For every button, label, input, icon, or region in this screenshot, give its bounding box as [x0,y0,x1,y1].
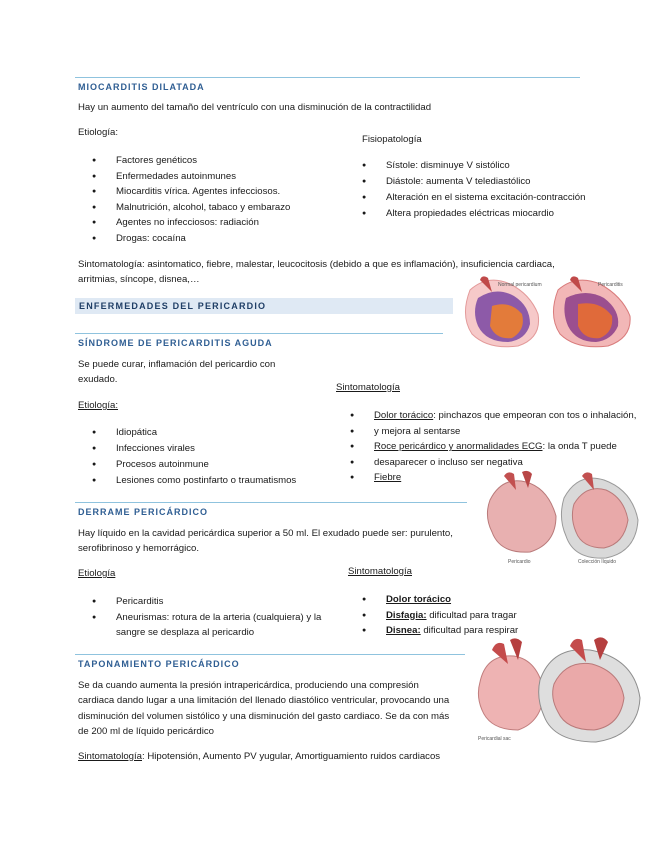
list-item: ● Infecciones virales [78,441,338,457]
list-item: ● Idiopática [78,425,338,441]
figure-caption: Pericardio [508,559,531,565]
list-line: sangre se desplaza al pericardio [116,627,255,638]
symptom-desc: dificultad para respirar [420,625,519,636]
sintomatologia-line: Sintomatología: asintomatico, fiebre, malestar, leucocitosis (debido a que es inflamación), insuficiencia cardiaca, [78,259,555,270]
symptom-desc: y mejora al sentarse [374,425,461,437]
etiologia-list [78,153,338,247]
list-item: ● Lesiones como postinfarto o traumatismos [78,473,338,489]
intro-line: Se puede curar, inflamación del pericardio con [78,359,276,370]
figure-caption: Pericardial sac [478,736,511,742]
etiologia-label: Etiología: [78,400,119,411]
list-item: ● Pericarditis [78,594,348,610]
symptom-desc: : la onda T puede [542,441,617,452]
intro-line: exudado. [78,374,118,385]
figure-derrame [482,470,642,566]
list-item: ● Altera propiedades eléctricas miocardio [348,206,648,222]
etiologia-label: Etiología [78,568,116,579]
symptom-term: Fiebre [374,472,402,483]
section-rule [75,654,465,655]
heading-derrame-pericardico: DERRAME PERICÁRDICO [78,507,209,517]
list-item [336,408,648,424]
intro-line: Hay líquido en la cavidad pericárdica superior a 50 ml. El exudado puede ser: purulento, [78,528,453,539]
symptom-term: Disfagia: [386,609,427,621]
taponamiento-sintomatologia [78,749,440,764]
list-item [348,592,648,608]
fisiopatologia-list [348,158,648,222]
symptom-desc: dificultad para tragar [426,609,517,621]
sintomatologia-label: Sintomatología [348,566,412,577]
heart-illustration [474,636,650,748]
intro-paragraph [78,357,275,387]
list-line: ● Aneurismas: rotura de la arteria (cualquiera) y la [116,611,322,623]
list-item: ● Agentes no infecciosos: radiación [78,215,338,231]
intro-paragraph [78,526,453,556]
etiologia-label: Etiología: [78,127,119,138]
symptom-term: Roce pericárdico y anormalidades ECG [374,441,543,452]
list-item-continuation [336,424,648,440]
symptom-desc: desaparecer o incluso ser negativa [374,456,523,468]
figure-pericarditis [458,276,648,348]
list-item [78,610,348,641]
sintomatologia-desc: : Hipotensión, Aumento PV yugular, Amortiguamiento ruidos cardiacos [142,751,441,762]
figure-caption: Colección líquido [578,559,617,565]
list-item: ● Sístole: disminuye V sistólico [348,158,648,174]
sintomatologia-line: arritmias, síncope, disnea,… [78,274,200,285]
list-item: ● Enfermedades autoinmunes [78,169,338,185]
list-item-continuation [336,455,648,471]
intro-line: serofibrinoso y hemorrágico. [78,543,200,554]
intro-paragraph: Hay un aumento del tamaño del ventrículo con una disminución de la contractilidad [78,102,432,113]
fisiopatologia-label: Fisiopatología [362,134,422,145]
etiologia-list [78,594,348,641]
list-item [336,439,648,455]
figure-caption: Normal pericardium [498,282,542,288]
paragraph-line: Se da cuando aumenta la presión intrapericárdica, produciendo una compresión [78,680,419,691]
symptom-term: Dolor torácico [374,410,434,421]
heart-illustration [482,470,642,566]
list-item: ● Procesos autoinmune [78,457,338,473]
figure-taponamiento [474,636,650,748]
symptom-term: Disnea: [386,625,421,636]
taponamiento-paragraph [78,678,449,740]
section-rule [75,502,467,503]
list-item: ● Alteración en el sistema excitación-contracción [348,190,648,206]
sintomatologia-list [348,592,648,639]
list-item: ● Diástole: aumenta V telediastólico [348,174,648,190]
list-item: ● Drogas: cocaína [78,231,338,247]
list-item: ● Factores genéticos [78,153,338,169]
section-rule [75,77,580,78]
symptom-term: Dolor torácico [386,594,452,605]
list-item: ● Miocarditis vírica. Agentes infecciosos. [78,184,338,200]
list-item: ● Malnutrición, alcohol, tabaco y embarazo [78,200,338,216]
sintomatologia-label: Sintomatología [78,751,142,762]
list-item [348,608,648,624]
paragraph-line: cardiaca dando lugar a una limitación del llenado diastólico ventricular, provocando una [78,695,450,707]
symptom-desc: : pinchazos que empeoran con tos o inhalación, [433,410,637,421]
paragraph-line: disminución del volumen sistólico y una disminución del gasto cardiaco. Se da con más [78,710,450,722]
heading-taponamiento: TAPONAMIENTO PERICÁRDICO [78,659,240,669]
band-enfermedades-pericardio: ENFERMEDADES DEL PERICARDIO [75,298,453,314]
heart-illustration [458,276,648,348]
heading-miocarditis-dilatada: MIOCARDITIS DILATADA [78,82,205,92]
etiologia-list [78,425,338,489]
sintomatologia-label: Sintomatología [336,382,400,393]
section-rule [75,333,443,334]
heading-pericarditis-aguda: SÍNDROME DE PERICARDITIS AGUDA [78,338,273,348]
paragraph-line: de 200 ml de líquido pericárdico [78,726,214,738]
figure-caption: Pericarditis [598,282,623,288]
